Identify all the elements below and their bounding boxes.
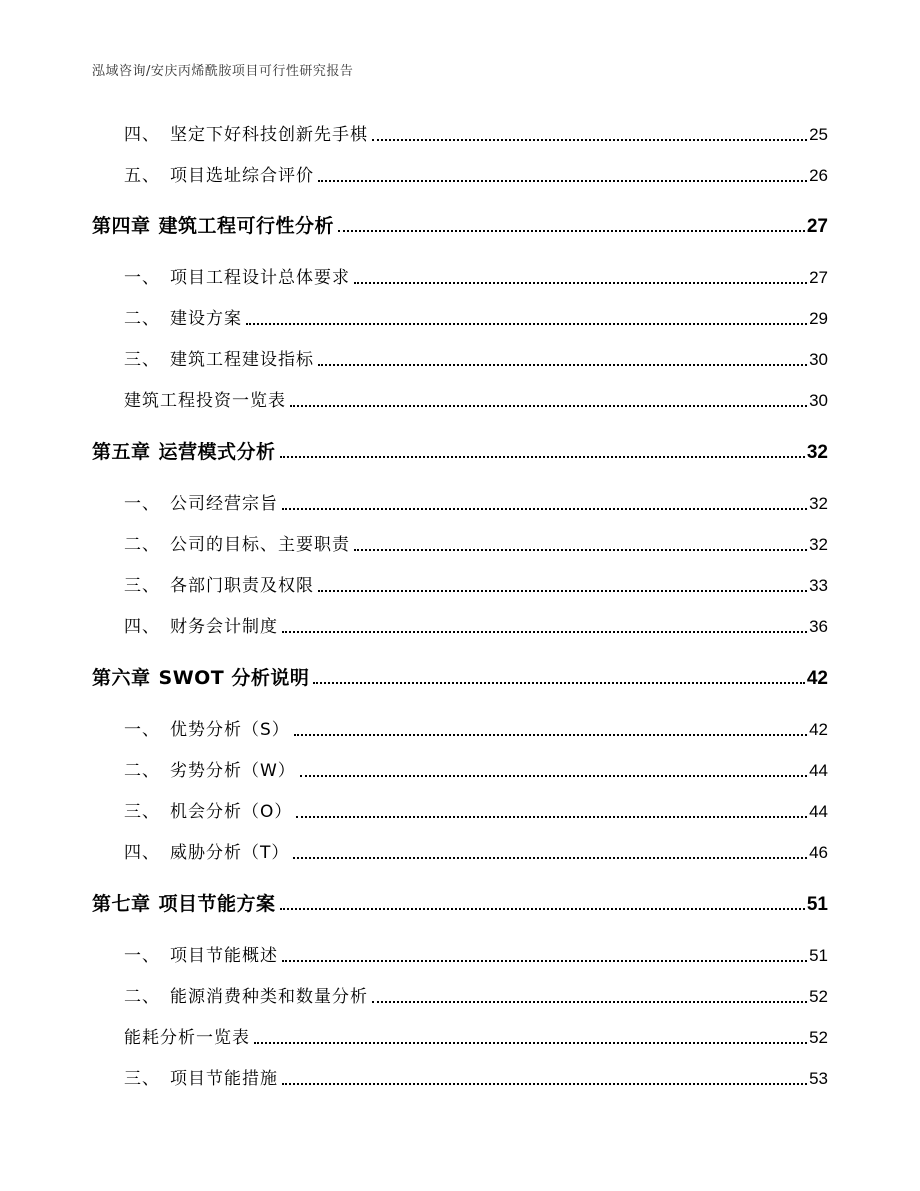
toc-chapter-page: 42 xyxy=(806,668,828,689)
toc-entry[interactable] xyxy=(124,389,828,413)
toc-entry-page: 27 xyxy=(809,268,828,287)
toc-chapter-page: 27 xyxy=(806,216,828,237)
toc-entry[interactable] xyxy=(124,574,828,598)
toc-chapter[interactable] xyxy=(92,214,828,238)
toc-entry-title: 能耗分析一览表 xyxy=(124,1028,250,1048)
toc-entry[interactable] xyxy=(124,492,828,516)
toc-entry[interactable] xyxy=(124,985,828,1009)
toc-entry-number: 二、 xyxy=(124,309,160,329)
dot-leader xyxy=(280,908,805,910)
toc-entry-number: 四、 xyxy=(124,843,160,863)
toc-entry-page: 30 xyxy=(809,350,828,369)
toc-entry-title: 劣势分析（W） xyxy=(170,761,296,781)
toc-entry-title: 优势分析（S） xyxy=(170,720,290,740)
dot-leader xyxy=(282,631,807,633)
toc-chapter-number: 第四章 xyxy=(92,215,151,237)
toc-entry[interactable] xyxy=(124,123,828,147)
dot-leader xyxy=(290,405,807,407)
toc-entry-number: 二、 xyxy=(124,535,160,555)
dot-leader xyxy=(372,1001,807,1003)
toc-entry-page: 52 xyxy=(809,987,828,1006)
toc-entry-number: 三、 xyxy=(124,802,160,822)
toc-chapter-title: SWOT 分析说明 xyxy=(158,667,310,689)
toc-entry[interactable] xyxy=(124,1067,828,1091)
toc-entry-title: 项目工程设计总体要求 xyxy=(170,268,350,288)
toc-entry-number: 一、 xyxy=(124,494,160,514)
toc-entry[interactable] xyxy=(124,164,828,188)
dot-leader xyxy=(318,590,807,592)
toc-chapter[interactable] xyxy=(92,892,828,916)
toc-chapter-title: 建筑工程可行性分析 xyxy=(158,215,335,237)
dot-leader xyxy=(318,364,807,366)
toc-entry[interactable] xyxy=(124,266,828,290)
toc-entry-page: 52 xyxy=(809,1028,828,1047)
toc-entry[interactable] xyxy=(124,759,828,783)
toc-entry-page: 53 xyxy=(809,1069,828,1088)
dot-leader xyxy=(296,816,807,818)
toc-entry-title: 建筑工程投资一览表 xyxy=(124,391,286,411)
running-header: 泓域咨询/安庆丙烯酰胺项目可行性研究报告 xyxy=(92,64,354,79)
toc-entry[interactable] xyxy=(124,944,828,968)
dot-leader xyxy=(280,456,805,458)
toc-entry-title: 建筑工程建设指标 xyxy=(170,350,314,370)
toc-entry-number: 三、 xyxy=(124,1069,160,1089)
toc-chapter-title: 项目节能方案 xyxy=(158,893,276,915)
toc-entry-page: 36 xyxy=(809,617,828,636)
toc-entry-number: 三、 xyxy=(124,350,160,370)
dot-leader xyxy=(338,230,805,232)
toc-entry[interactable] xyxy=(124,841,828,865)
toc-entry-number: 四、 xyxy=(124,125,160,145)
toc-entry-page: 26 xyxy=(809,166,828,185)
toc-entry-title: 威胁分析（T） xyxy=(170,843,290,863)
toc-entry-number: 一、 xyxy=(124,946,160,966)
toc-chapter-number: 第七章 xyxy=(92,893,151,915)
dot-leader xyxy=(313,682,804,684)
toc-entry-page: 46 xyxy=(809,843,828,862)
toc-entry[interactable] xyxy=(124,800,828,824)
toc-entry-page: 25 xyxy=(809,125,828,144)
dot-leader xyxy=(372,139,807,141)
toc-entry-number: 一、 xyxy=(124,720,160,740)
toc-entry-page: 42 xyxy=(809,720,828,739)
toc-entry-page: 30 xyxy=(809,391,828,410)
dot-leader xyxy=(294,734,807,736)
toc-chapter-title: 运营模式分析 xyxy=(158,441,276,463)
toc-entry[interactable] xyxy=(124,615,828,639)
toc-entry-title: 项目节能概述 xyxy=(170,946,278,966)
toc-chapter-page: 32 xyxy=(806,442,828,463)
dot-leader xyxy=(354,282,807,284)
header-divider xyxy=(92,84,828,85)
toc-entry-page: 44 xyxy=(809,802,828,821)
toc-entry-number: 一、 xyxy=(124,268,160,288)
toc-entry-title: 坚定下好科技创新先手棋 xyxy=(170,125,368,145)
dot-leader xyxy=(282,960,807,962)
toc-entry-number: 二、 xyxy=(124,761,160,781)
toc-entry-page: 32 xyxy=(809,535,828,554)
toc-entry-number: 三、 xyxy=(124,576,160,596)
toc-chapter-number: 第六章 xyxy=(92,667,151,689)
toc-entry-title: 财务会计制度 xyxy=(170,617,278,637)
toc-entry-title: 公司经营宗旨 xyxy=(170,494,278,514)
toc-entry-title: 项目节能措施 xyxy=(170,1069,278,1089)
dot-leader xyxy=(246,323,807,325)
toc-entry-number: 五、 xyxy=(124,166,160,186)
toc-entry-page: 44 xyxy=(809,761,828,780)
dot-leader xyxy=(318,180,807,182)
toc-entry-title: 能源消费种类和数量分析 xyxy=(170,987,368,1007)
toc-entry[interactable] xyxy=(124,533,828,557)
toc-chapter[interactable] xyxy=(92,666,828,690)
dot-leader xyxy=(282,508,807,510)
toc-chapter-page: 51 xyxy=(806,894,828,915)
dot-leader xyxy=(254,1042,807,1044)
toc-entry[interactable] xyxy=(124,718,828,742)
toc-entry-title: 机会分析（O） xyxy=(170,802,293,822)
dot-leader xyxy=(354,549,807,551)
toc-entry-page: 33 xyxy=(809,576,828,595)
toc-entry-page: 32 xyxy=(809,494,828,513)
toc-chapter-number: 第五章 xyxy=(92,441,151,463)
dot-leader xyxy=(300,775,807,777)
toc-entry-number: 四、 xyxy=(124,617,160,637)
toc-entry-title: 建设方案 xyxy=(170,309,242,329)
toc-entry[interactable] xyxy=(124,1026,828,1050)
toc-entry-page: 51 xyxy=(809,946,828,965)
dot-leader xyxy=(282,1083,807,1085)
toc-entry[interactable] xyxy=(124,307,828,331)
toc-entry-title: 项目选址综合评价 xyxy=(170,166,314,186)
toc-entry[interactable] xyxy=(124,348,828,372)
toc-entry-title: 公司的目标、主要职责 xyxy=(170,535,350,555)
toc-entry-title: 各部门职责及权限 xyxy=(170,576,314,596)
toc-entry-number: 二、 xyxy=(124,987,160,1007)
toc-entry-page: 29 xyxy=(809,309,828,328)
toc-chapter[interactable] xyxy=(92,440,828,464)
dot-leader xyxy=(293,857,807,859)
